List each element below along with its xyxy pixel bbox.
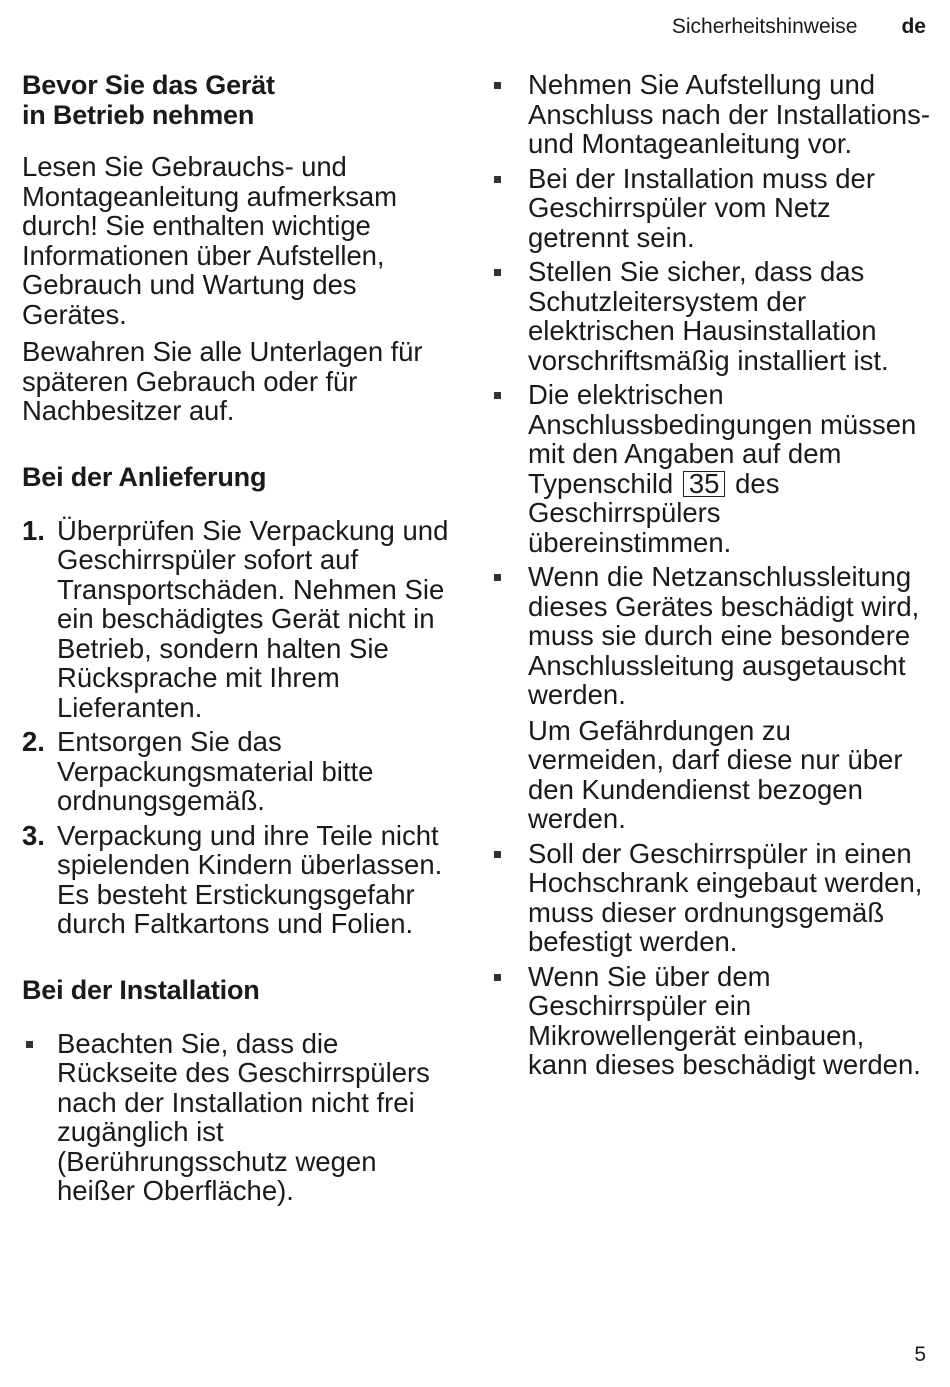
intro-paragraph-1: Lesen Sie Gebrauchs- und Montageanleitung aufmerksam durch! Sie enthalten wichtige Informationen über Aufstellen, Gebrauch und Wartung des Gerätes. bbox=[22, 151, 397, 330]
list-item bbox=[490, 70, 930, 159]
item-number: 3. bbox=[22, 819, 45, 851]
item-text: Entsorgen Sie das Verpackungsmaterial bitte ordnungsgemäß. bbox=[57, 726, 374, 816]
bullet-icon bbox=[490, 562, 528, 834]
section-title: Sicherheitshinweise bbox=[671, 15, 858, 38]
list-item bbox=[490, 562, 930, 834]
item-text: Wenn Sie über dem Geschirrspüler ein Mikrowellengerät einbauen, kann dieses beschädigt werden. bbox=[528, 960, 921, 1080]
bullet-icon bbox=[490, 164, 528, 253]
language-code: de bbox=[901, 15, 926, 38]
item-text: Überprüfen Sie Verpackung und Geschirrspüler sofort auf Transportschäden. Nehmen Sie ein beschädigtes Gerät nicht in Betrieb, sondern halten Sie Rücksprache mit Ihrem Lieferanten. bbox=[57, 514, 449, 723]
bullet-icon bbox=[490, 70, 528, 159]
item-text bbox=[528, 562, 930, 834]
list-item bbox=[22, 727, 452, 816]
list-item bbox=[490, 164, 930, 253]
item-number: 2. bbox=[22, 726, 45, 757]
right-column bbox=[490, 70, 930, 1085]
list-item bbox=[490, 962, 930, 1080]
delivery-list bbox=[22, 516, 452, 939]
item-text: Nehmen Sie Aufstellung und Anschluss nach der Installations- und Montageanleitung vor. bbox=[528, 69, 931, 159]
cord-warning: Wenn die Netzanschlussleitung dieses Gerätes beschädigt wird, muss sie durch eine besondere Anschlussleitung ausgetauscht werden. bbox=[528, 561, 920, 710]
item-text: Verpackung und ihre Teile nicht spielenden Kindern überlassen. Es besteht Erstickungsgefahr durch Faltkartons und Folien. bbox=[57, 819, 443, 939]
bullet-icon bbox=[490, 380, 528, 557]
list-item bbox=[490, 839, 930, 957]
heading-before-use: Bevor Sie das Gerät in Betrieb nehmen bbox=[22, 70, 275, 130]
list-item bbox=[22, 821, 452, 939]
cord-sub-note: Um Gefährdungen zu vermeiden, darf diese nur über den Kundendienst bezogen werden. bbox=[528, 714, 903, 834]
item-text: Bei der Installation muss der Geschirrspüler vom Netz getrennt sein. bbox=[528, 162, 875, 253]
bullet-icon bbox=[490, 962, 528, 1080]
item-text: Soll der Geschirrspüler in einen Hochschrank eingebaut werden, muss dieser ordnungsgemäß befestigt werden. bbox=[528, 837, 923, 957]
list-item bbox=[490, 257, 930, 375]
page-number: 5 bbox=[914, 1343, 926, 1366]
list-item bbox=[22, 1029, 452, 1206]
list-item bbox=[490, 380, 930, 557]
intro-paragraph-2: Bewahren Sie alle Unterlagen für späteren Gebrauch oder für Nachbesitzer auf. bbox=[22, 336, 423, 426]
bullet-icon bbox=[22, 1029, 57, 1206]
typeplate-reference: 35 bbox=[683, 471, 726, 497]
list-item bbox=[22, 516, 452, 723]
typeplate-text-before: Die elektrischen Anschlussbedingungen müssen mit den Angaben auf dem Typenschild bbox=[528, 379, 917, 499]
bullet-icon bbox=[490, 257, 528, 375]
item-text bbox=[528, 380, 930, 557]
item-text: Stellen Sie sicher, dass das Schutzleitersystem der elektrischen Hausinstallation vorschriftsmäßig installiert ist. bbox=[528, 256, 889, 376]
item-text: Beachten Sie, dass die Rückseite des Geschirrspülers nach der Installation nicht frei zugänglich ist (Berührungsschutz wegen heißer Oberfläche). bbox=[57, 1027, 430, 1206]
heading-installation: Bei der Installation bbox=[22, 974, 260, 1005]
typeplate-text-after: des Geschirrspülers übereinstimmen. bbox=[528, 467, 780, 558]
heading-delivery: Bei der Anlieferung bbox=[22, 461, 267, 492]
bullet-icon bbox=[490, 839, 528, 957]
item-number: 1. bbox=[22, 514, 45, 546]
page-header bbox=[672, 15, 926, 39]
left-column bbox=[22, 70, 452, 1211]
